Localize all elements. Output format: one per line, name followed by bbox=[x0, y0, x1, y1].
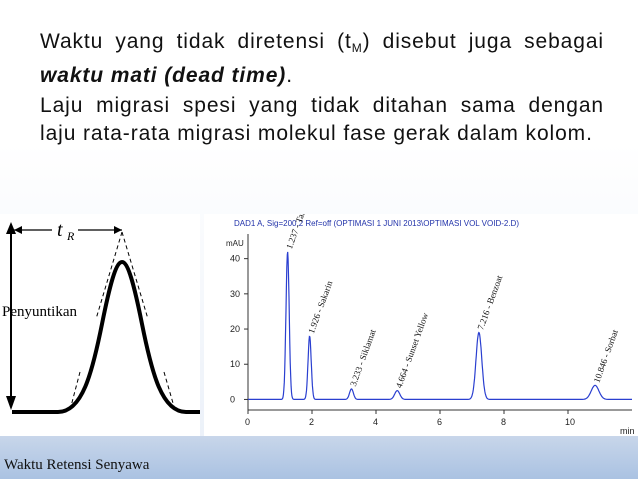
p1-text-a: Waktu yang tidak diretensi (t bbox=[40, 30, 352, 53]
peak-label: 1.237 - Tartrazin bbox=[284, 214, 314, 251]
x-tick-label: 6 bbox=[437, 417, 443, 427]
injection-label: Penyuntikan bbox=[2, 304, 77, 320]
injection-arrow-head-bottom bbox=[6, 396, 16, 410]
y-tick-label: 40 bbox=[230, 253, 241, 264]
x-tick-label: 8 bbox=[501, 417, 507, 427]
p1-subscript: M bbox=[351, 41, 363, 55]
x-tick-label: 10 bbox=[565, 417, 576, 427]
peak-label: 10.846 - Sorbat bbox=[591, 328, 621, 385]
peak-label: 7.216 - Benzoat bbox=[475, 274, 505, 332]
chromatogram-svg bbox=[204, 214, 638, 436]
retention-diagram-svg bbox=[0, 214, 200, 436]
p1-text-b: ) disebut juga sebagai bbox=[362, 30, 604, 53]
tr-arrow-right bbox=[114, 226, 122, 234]
peak-label: 1.926 - Sakarin bbox=[306, 279, 335, 335]
p1-end: . bbox=[286, 64, 293, 87]
peak-labels bbox=[284, 214, 620, 389]
chart-title: DAD1 A, Sig=200,2 Ref=off (OPTIMASI 1 JUNI 2013\OPTIMASI VOL VOID-2.D) bbox=[234, 219, 519, 228]
retention-diagram bbox=[0, 214, 200, 436]
y-tick-label: 20 bbox=[230, 324, 241, 335]
paragraph-migration: Laju migrasi spesi yang tidak ditahan sama dengan laju rata-rata migrasi molekul fase gerak dalam kolom. bbox=[40, 94, 604, 145]
gaussian-peak bbox=[12, 262, 200, 412]
paragraph-dead-time bbox=[40, 28, 604, 90]
footer-bar bbox=[0, 436, 638, 479]
x-tick-label: 0 bbox=[245, 417, 251, 427]
x-tick-label: 4 bbox=[373, 417, 379, 427]
tr-label-sub: R bbox=[67, 229, 75, 243]
body-text bbox=[40, 28, 604, 150]
y-tick-label: 0 bbox=[230, 394, 236, 405]
peak-label: 3.233 - Siklamat bbox=[347, 327, 378, 388]
injection-arrow-head-top bbox=[6, 222, 16, 234]
tr-label: t bbox=[57, 219, 63, 241]
y-tick-label: 10 bbox=[230, 359, 241, 370]
tangent-left bbox=[96, 232, 122, 319]
chromatogram-trace bbox=[248, 252, 632, 400]
footer-label: Waktu Retensi Senyawa bbox=[4, 457, 150, 473]
tangent-right bbox=[122, 232, 148, 319]
x-axis-label: min bbox=[620, 426, 635, 436]
chromatogram bbox=[204, 214, 638, 436]
chart-axes bbox=[230, 234, 632, 427]
x-tick-label: 2 bbox=[309, 417, 315, 427]
y-axis-label: mAU bbox=[226, 239, 244, 248]
p1-bold-term: waktu mati (dead time) bbox=[40, 64, 287, 87]
peak-label: 4.664 - Sunset Yellow bbox=[393, 311, 431, 390]
y-tick-label: 30 bbox=[230, 288, 241, 299]
